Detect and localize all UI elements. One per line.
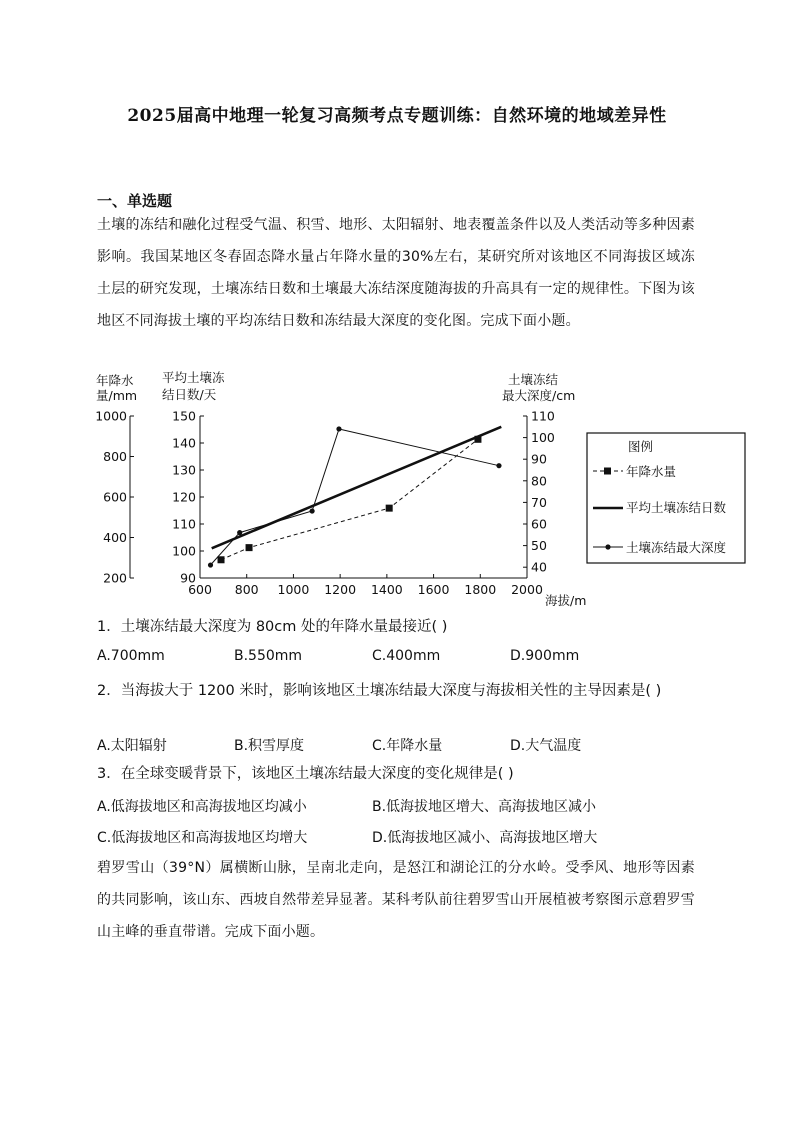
series-depth-point — [237, 530, 242, 535]
legend-label-depth: 土壤冻结最大深度 — [626, 540, 727, 555]
q1-option-a[interactable]: A.700mm — [97, 648, 165, 664]
days-tick-label: 90 — [180, 570, 196, 586]
days-tick-label: 100 — [172, 543, 196, 559]
series-precip-point — [246, 544, 253, 551]
depth-tick-label: 100 — [531, 430, 555, 446]
series-days-line — [212, 427, 502, 549]
legend-label-days: 平均土壤冻结日数 — [626, 500, 727, 515]
x-tick-label: 1000 — [277, 582, 310, 597]
series-depth-line — [211, 429, 500, 565]
precip-tick-label: 600 — [103, 489, 127, 505]
days-tick-label: 140 — [172, 435, 196, 451]
depth-tick-label: 80 — [531, 473, 547, 489]
chart — [90, 365, 760, 614]
series-precip-line — [221, 439, 478, 560]
series-depth-point — [496, 463, 501, 468]
q2-option-a[interactable]: A.太阳辐射 — [97, 738, 167, 754]
x-axis-title: 海拔/m — [545, 593, 587, 608]
precip-tick-label: 200 — [103, 570, 127, 586]
days-tick-label: 150 — [172, 408, 196, 424]
q3-option-d[interactable]: D.低海拔地区减小、高海拔地区增大 — [372, 830, 598, 846]
days-axis-title-2: 结日数/天 — [162, 387, 217, 402]
precip-axis-title-1: 年降水 — [96, 373, 134, 388]
series-depth-point — [336, 426, 341, 431]
series-depth-point — [208, 562, 213, 567]
days-axis-title-1: 平均土壤冻 — [162, 370, 225, 385]
precip-tick-label: 400 — [103, 530, 127, 545]
x-tick-label: 1400 — [370, 582, 403, 597]
depth-tick-label: 70 — [531, 494, 547, 510]
depth-tick-label: 110 — [531, 408, 555, 424]
q2-option-c[interactable]: C.年降水量 — [372, 738, 443, 754]
legend-marker-depth — [605, 544, 610, 549]
depth-tick-label: 50 — [531, 538, 547, 554]
legend-marker-precip — [604, 468, 611, 475]
legend-label-precip: 年降水量 — [626, 464, 677, 479]
depth-tick-label: 60 — [531, 516, 547, 532]
precip-tick-label: 800 — [103, 449, 127, 464]
passage-2: 碧罗雪山（39°N）属横断山脉，呈南北走向，是怒江和湖论江的分水岭。受季风、地形等因素的共同影响，该山东、西坡自然带差异显著。某科考队前往碧罗雪山开展植被考察图示意碧罗雪山主峰的垂直带谱。完成下面小题。 — [97, 860, 695, 940]
depth-tick-label: 90 — [531, 451, 547, 467]
question-3-stem: 3．在全球变暖背景下，该地区土壤冻结最大深度的变化规律是( ) — [97, 766, 514, 782]
question-2-stem: 2．当海拔大于 1200 米时，影响该地区土壤冻结最大深度与海拔相关性的主导因素是( ) — [97, 683, 662, 699]
series-depth-point — [310, 508, 315, 513]
q3-option-c[interactable]: C.低海拔地区和高海拔地区均增大 — [97, 830, 308, 846]
page-title: 2025届高中地理一轮复习高频考点专题训练：自然环境的地域差异性 — [127, 106, 667, 126]
passage-1: 土壤的冻结和融化过程受气温、积雪、地形、太阳辐射、地表覆盖条件以及人类活动等多种因素影响。我国某地区冬春固态降水量占年降水量的30%左右，某研究所对该地区不同海拔区域冻土层的研究发现，土壤冻结日数和土壤最大冻结深度随海拔的升高具有一定的规律性。下图为该地区不同海拔土壤的平均冻结日数和冻结最大深度的变化图。完成下面小题。 — [97, 217, 695, 329]
chart-svg — [90, 365, 760, 610]
series-precip-point — [386, 505, 393, 512]
q1-option-b[interactable]: B.550mm — [234, 648, 303, 664]
x-tick-label: 1800 — [464, 582, 497, 597]
precip-tick-label: 1000 — [95, 408, 127, 424]
precip-axis-title-2: 量/mm — [96, 388, 138, 403]
question-1-stem: 1．土壤冻结最大深度为 80cm 处的年降水量最接近( ) — [97, 619, 448, 635]
series-precip-point — [218, 556, 225, 563]
x-tick-label: 800 — [234, 582, 259, 597]
q1-option-d[interactable]: D.900mm — [510, 648, 580, 664]
section-heading: 一、单选题 — [97, 192, 173, 210]
x-tick-label: 1600 — [417, 582, 450, 597]
days-tick-label: 110 — [172, 516, 196, 532]
q2-option-b[interactable]: B.积雪厚度 — [234, 738, 305, 754]
q3-option-b[interactable]: B.低海拔地区增大、高海拔地区减小 — [372, 799, 597, 815]
depth-axis-title-2: 最大深度/cm — [502, 388, 576, 403]
q2-option-d[interactable]: D.大气温度 — [510, 738, 582, 754]
q1-option-c[interactable]: C.400mm — [372, 648, 441, 664]
x-tick-label: 600 — [188, 582, 212, 597]
x-tick-label: 1200 — [324, 582, 357, 597]
x-tick-label: 2000 — [511, 582, 543, 597]
depth-axis-title-1: 土壤冻结 — [508, 372, 559, 387]
days-tick-label: 130 — [172, 462, 196, 478]
legend-title: 图例 — [628, 439, 654, 454]
q3-option-a[interactable]: A.低海拔地区和高海拔地区均减小 — [97, 799, 307, 815]
days-tick-label: 120 — [172, 489, 196, 505]
depth-tick-label: 40 — [531, 559, 547, 575]
